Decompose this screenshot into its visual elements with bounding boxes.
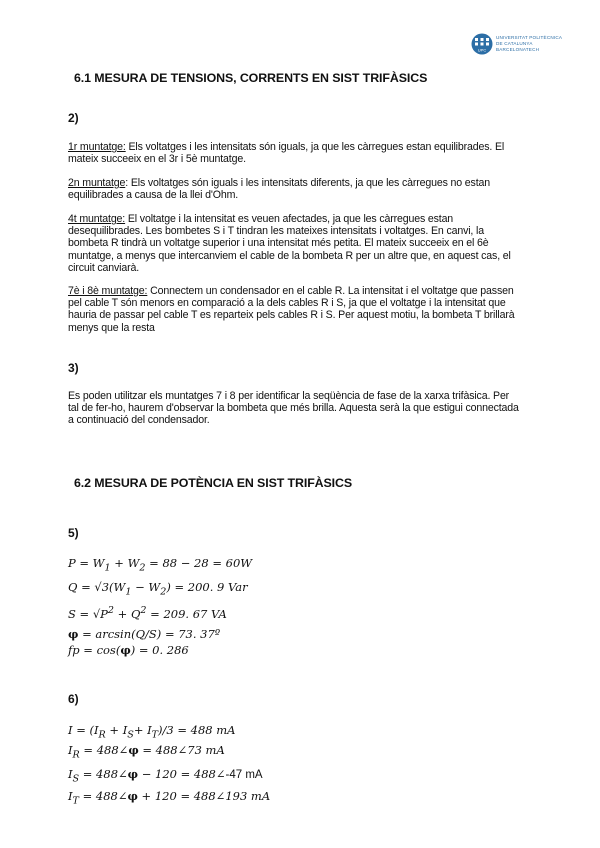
question-number-5: 5): [68, 526, 79, 540]
paragraph-muntatge-2: [68, 177, 520, 201]
paragraph-text: : Els voltatges són iguals i les intensitats diferents, ja que les càrregues no estan equilibrades a causa de la llei d'Ohm.: [68, 177, 490, 202]
paragraph-text: Els voltatges i les intensitats són iguals, ja que les càrregues estan equilibrades. El mateix succeeix en el 3r i 5è muntatge.: [68, 141, 505, 166]
equation-active-power: $P = W_1 + W_2 = 88 - 28 = 60W$: [68, 556, 253, 574]
logo-mark: UPC: [477, 47, 487, 53]
paragraph-question-3: Es poden utilitzar els muntatges 7 i 8 per identificar la seqüència de fase de la xarxa trifàsica. Per tal de fer-ho, haurem d'observar la bombeta que més brilla. Aquesta serà la que estigui connectada a continuació del condensador.: [68, 390, 519, 427]
logo-line-1: UNIVERSITAT POLITÈCNICA: [496, 35, 563, 40]
equation-reactive-power: $Q = √3(W_1 - W_2) = 200$. 9 Var: [68, 580, 248, 598]
question-number-2: 2): [68, 111, 79, 125]
logo-text: [496, 35, 562, 53]
question-number-6: 6): [68, 692, 79, 706]
upc-logo-icon: [471, 33, 493, 55]
section-title-6-1: 6.1 MESURA DE TENSIONS, CORRENTS EN SIST TRIFÀSICS: [74, 71, 428, 85]
equation-current-t: $I_T$ = 488∠φ + 120 = 488∠193 mA: [68, 789, 271, 807]
equation-average-current: $I = (I_R + I_S+ I_T)/3 = 488$ mA: [68, 723, 236, 741]
paragraph-muntatge-7-8: [68, 285, 520, 334]
paragraph-label: 7è i 8è muntatge:: [68, 285, 148, 297]
equation-current-s: $I_S$ = 488∠φ − 120 = 488∠-47 mA: [68, 767, 263, 785]
paragraph-label: 2n muntatge: [68, 177, 126, 189]
paragraph-text: El voltatge i la intensitat es veuen afectades, ja que les càrregues estan desequilibrades. Les bombetes S i T tindran les mateixes intensitats i voltatges. En canvi, la bombeta R tindrà un voltatge superior i una intensitat més petita. El mateix succeeix en el 6è muntatge, a menys que intercanviem el cable de la bombeta R per un altre que, en aquest cas, el circuit canviarà.: [68, 213, 511, 274]
paragraph-muntatge-1: [68, 141, 520, 165]
question-number-3: 3): [68, 361, 79, 375]
logo-line-2: DE CATALUNYA: [496, 41, 533, 46]
paragraph-muntatge-4: [68, 213, 520, 274]
logo-line-3: BARCELONATECH: [496, 47, 540, 52]
equation-current-r: $I_R$ = 488∠φ = 488∠73 mA: [68, 743, 225, 761]
equation-power-factor: fp = cos(φ) = 0. 286: [68, 643, 189, 657]
section-title-6-2: 6.2 MESURA DE POTÈNCIA EN SIST TRIFÀSICS: [74, 476, 353, 490]
equation-phase-angle: φ = arcsin(Q/S) = 73. 37º: [68, 627, 221, 641]
paragraph-label: 4t muntatge:: [68, 213, 126, 225]
paragraph-label: 1r muntatge:: [68, 141, 126, 153]
paragraph-text: Connectem un condensador en el cable R. La intensitat i el voltatge que passen pel cable T són menors en comparació a la dels cables R i S, ja que el voltatge i la intensitat que hauria de passar pel cable T es reparteix pels cables R i S. Per aquest motiu, la bombeta T brillarà menys que la resta: [68, 285, 515, 334]
equation-apparent-power: $S = √P^2 + Q^2 = 209$. 67 VA: [68, 605, 227, 621]
university-logo: [471, 33, 571, 59]
